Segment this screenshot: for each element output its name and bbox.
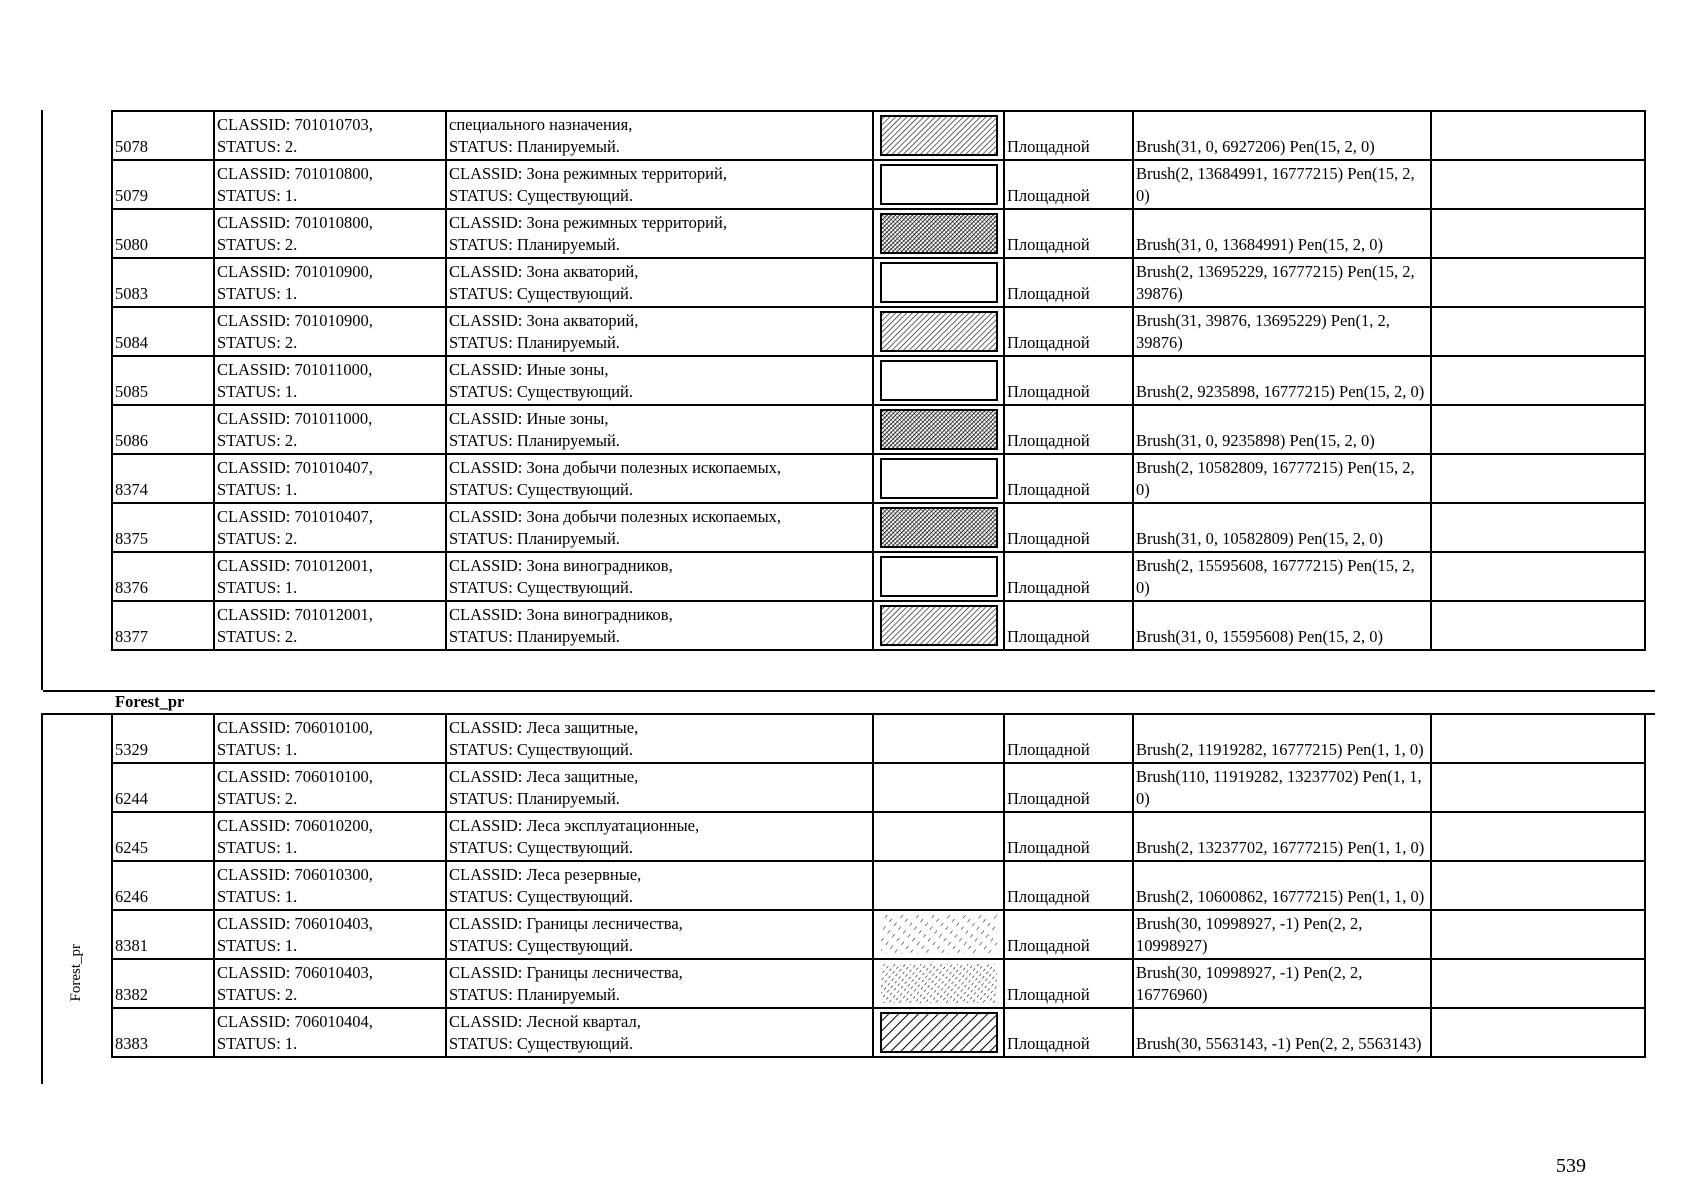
description-line-2: STATUS: Планируемый. (449, 137, 620, 156)
empty-cell (1431, 160, 1645, 209)
row-id: 6246 (112, 861, 214, 910)
status-text: STATUS: 2. (217, 789, 298, 808)
classid-text: CLASSID: 701010900, (217, 311, 373, 330)
description-line-2: STATUS: Существующий. (449, 838, 634, 857)
style-cell: Brush(2, 9235898, 16777215) Pen(15, 2, 0) (1133, 356, 1431, 405)
symbol-swatch (873, 861, 1004, 910)
table-row (112, 959, 1645, 1008)
page-number: 539 (1556, 1155, 1586, 1177)
classid-text: CLASSID: 706010300, (217, 865, 373, 884)
row-id: 8382 (112, 959, 214, 1008)
symbol-swatch (873, 910, 1004, 959)
empty-cell (1431, 356, 1645, 405)
row-id: 5084 (112, 307, 214, 356)
geometry-type-cell: Площадной (1004, 1008, 1133, 1057)
empty-cell (1431, 910, 1645, 959)
status-text: STATUS: 2. (217, 529, 298, 548)
class-code-cell (214, 405, 446, 454)
style-cell: Brush(2, 10582809, 16777215) Pen(15, 2, 0) (1133, 454, 1431, 503)
classid-text: CLASSID: 701012001, (217, 556, 373, 575)
description-cell (446, 910, 873, 959)
description-line-1: специального назначения, (449, 115, 633, 134)
style-cell: Brush(31, 39876, 13695229) Pen(1, 2, 39876) (1133, 307, 1431, 356)
table-row (112, 763, 1645, 812)
symbol-swatch (873, 405, 1004, 454)
class-code-cell (214, 160, 446, 209)
status-text: STATUS: 1. (217, 1034, 298, 1053)
row-id: 6244 (112, 763, 214, 812)
table-row (112, 1008, 1645, 1057)
classid-text: CLASSID: 701011000, (217, 360, 373, 379)
description-line-2: STATUS: Планируемый. (449, 985, 620, 1004)
empty-cell (1431, 959, 1645, 1008)
table-row (112, 209, 1645, 258)
empty-cell (1431, 714, 1645, 763)
description-cell (446, 763, 873, 812)
geometry-type-cell: Площадной (1004, 209, 1133, 258)
class-code-cell (214, 258, 446, 307)
status-text: STATUS: 1. (217, 382, 298, 401)
style-cell: Brush(2, 10600862, 16777215) Pen(1, 1, 0) (1133, 861, 1431, 910)
empty-cell (1431, 405, 1645, 454)
description-line-2: STATUS: Существующий. (449, 1034, 634, 1053)
geometry-type-cell: Площадной (1004, 714, 1133, 763)
description-line-2: STATUS: Существующий. (449, 480, 634, 499)
description-line-1: CLASSID: Зона виноградников, (449, 556, 673, 575)
description-cell (446, 812, 873, 861)
style-cell: Brush(31, 0, 9235898) Pen(15, 2, 0) (1133, 405, 1431, 454)
row-id: 8374 (112, 454, 214, 503)
geometry-type-cell: Площадной (1004, 910, 1133, 959)
description-line-2: STATUS: Существующий. (449, 578, 634, 597)
status-text: STATUS: 1. (217, 186, 298, 205)
style-cell: Brush(2, 13684991, 16777215) Pen(15, 2, 0) (1133, 160, 1431, 209)
geometry-type-cell: Площадной (1004, 258, 1133, 307)
geometry-type-cell: Площадной (1004, 454, 1133, 503)
classid-text: CLASSID: 701010900, (217, 262, 373, 281)
table-row (112, 552, 1645, 601)
upper-group-bracket (41, 110, 43, 690)
table-row (112, 503, 1645, 552)
geometry-type-cell: Площадной (1004, 503, 1133, 552)
table-row (112, 714, 1645, 763)
empty-cell (1431, 861, 1645, 910)
classid-text: CLASSID: 701011000, (217, 409, 373, 428)
row-id: 8381 (112, 910, 214, 959)
symbol-swatch (873, 454, 1004, 503)
forest-group-label: Forest_pr (68, 944, 84, 1002)
description-line-1: CLASSID: Зона акваторий, (449, 311, 639, 330)
status-text: STATUS: 2. (217, 985, 298, 1004)
class-code-cell (214, 552, 446, 601)
style-cell: Brush(30, 10998927, -1) Pen(2, 2, 16776960) (1133, 959, 1431, 1008)
description-line-1: CLASSID: Иные зоны, (449, 360, 609, 379)
row-id: 5083 (112, 258, 214, 307)
row-id: 6245 (112, 812, 214, 861)
class-code-cell (214, 861, 446, 910)
table-row (112, 454, 1645, 503)
geometry-type-cell: Площадной (1004, 356, 1133, 405)
symbol-swatch (873, 812, 1004, 861)
status-text: STATUS: 1. (217, 578, 298, 597)
classid-text: CLASSID: 706010100, (217, 718, 373, 737)
description-line-1: CLASSID: Зона добычи полезных ископаемых, (449, 507, 782, 526)
classid-text: CLASSID: 706010100, (217, 767, 373, 786)
empty-cell (1431, 812, 1645, 861)
symbol-swatch (873, 503, 1004, 552)
description-line-2: STATUS: Существующий. (449, 936, 634, 955)
geometry-type-cell: Площадной (1004, 763, 1133, 812)
section-divider-top (43, 690, 1655, 692)
status-text: STATUS: 1. (217, 838, 298, 857)
description-line-1: CLASSID: Леса эксплуатационные, (449, 816, 700, 835)
class-code-cell (214, 111, 446, 160)
style-cell: Brush(31, 0, 13684991) Pen(15, 2, 0) (1133, 209, 1431, 258)
style-cell: Brush(2, 13237702, 16777215) Pen(1, 1, 0) (1133, 812, 1431, 861)
table-row (112, 356, 1645, 405)
status-text: STATUS: 1. (217, 740, 298, 759)
description-cell (446, 209, 873, 258)
description-line-2: STATUS: Планируемый. (449, 529, 620, 548)
classid-text: CLASSID: 701010407, (217, 507, 373, 526)
symbol-swatch (873, 160, 1004, 209)
symbol-swatch (873, 356, 1004, 405)
symbol-swatch (873, 763, 1004, 812)
row-id: 5078 (112, 111, 214, 160)
description-line-2: STATUS: Планируемый. (449, 789, 620, 808)
empty-cell (1431, 601, 1645, 650)
row-id: 8383 (112, 1008, 214, 1057)
classid-text: CLASSID: 706010403, (217, 963, 373, 982)
empty-cell (1431, 111, 1645, 160)
symbol-swatch (873, 959, 1004, 1008)
style-cell: Brush(2, 11919282, 16777215) Pen(1, 1, 0) (1133, 714, 1431, 763)
description-cell (446, 356, 873, 405)
description-line-2: STATUS: Существующий. (449, 284, 634, 303)
description-line-1: CLASSID: Зона режимных территорий, (449, 213, 727, 232)
status-text: STATUS: 1. (217, 936, 298, 955)
description-line-1: CLASSID: Леса защитные, (449, 767, 639, 786)
symbol-swatch (873, 258, 1004, 307)
empty-cell (1431, 209, 1645, 258)
description-cell (446, 111, 873, 160)
description-line-2: STATUS: Существующий. (449, 382, 634, 401)
row-id: 5329 (112, 714, 214, 763)
description-cell (446, 552, 873, 601)
geometry-type-cell: Площадной (1004, 552, 1133, 601)
row-id: 8377 (112, 601, 214, 650)
description-cell (446, 454, 873, 503)
description-line-2: STATUS: Существующий. (449, 740, 634, 759)
table-row (112, 160, 1645, 209)
row-id: 8376 (112, 552, 214, 601)
class-code-cell (214, 307, 446, 356)
description-line-1: CLASSID: Леса резервные, (449, 865, 642, 884)
description-line-1: CLASSID: Зона акваторий, (449, 262, 639, 281)
description-line-1: CLASSID: Зона добычи полезных ископаемых, (449, 458, 782, 477)
geometry-type-cell: Площадной (1004, 307, 1133, 356)
style-cell: Brush(31, 0, 6927206) Pen(15, 2, 0) (1133, 111, 1431, 160)
class-code-cell (214, 454, 446, 503)
geometry-type-cell: Площадной (1004, 160, 1133, 209)
description-cell (446, 405, 873, 454)
class-code-cell (214, 763, 446, 812)
style-cell: Brush(30, 5563143, -1) Pen(2, 2, 5563143) (1133, 1008, 1431, 1057)
classid-text: CLASSID: 701012001, (217, 605, 373, 624)
symbol-swatch (873, 552, 1004, 601)
classid-text: CLASSID: 701010703, (217, 115, 373, 134)
status-text: STATUS: 2. (217, 333, 298, 352)
status-text: STATUS: 1. (217, 480, 298, 499)
symbol-swatch (873, 111, 1004, 160)
geometry-type-cell: Площадной (1004, 405, 1133, 454)
table-row (112, 307, 1645, 356)
status-text: STATUS: 2. (217, 235, 298, 254)
geometry-type-cell: Площадной (1004, 111, 1133, 160)
description-line-2: STATUS: Планируемый. (449, 627, 620, 646)
upper-style-table (111, 110, 1646, 651)
description-line-1: CLASSID: Леса защитные, (449, 718, 639, 737)
geometry-type-cell: Площадной (1004, 861, 1133, 910)
description-line-2: STATUS: Планируемый. (449, 235, 620, 254)
description-cell (446, 160, 873, 209)
section-title: Forest_pr (115, 692, 185, 711)
symbol-swatch (873, 1008, 1004, 1057)
table-row (112, 861, 1645, 910)
classid-text: CLASSID: 706010404, (217, 1012, 373, 1031)
forest-style-table (111, 713, 1646, 1058)
style-cell: Brush(31, 0, 15595608) Pen(15, 2, 0) (1133, 601, 1431, 650)
description-cell (446, 861, 873, 910)
class-code-cell (214, 1008, 446, 1057)
table-row (112, 601, 1645, 650)
classid-text: CLASSID: 706010200, (217, 816, 373, 835)
empty-cell (1431, 503, 1645, 552)
style-cell: Brush(2, 15595608, 16777215) Pen(15, 2, 0) (1133, 552, 1431, 601)
table-row (112, 258, 1645, 307)
description-line-2: STATUS: Существующий. (449, 887, 634, 906)
row-id: 5080 (112, 209, 214, 258)
class-code-cell (214, 601, 446, 650)
description-cell (446, 1008, 873, 1057)
class-code-cell (214, 209, 446, 258)
description-cell (446, 714, 873, 763)
row-id: 5085 (112, 356, 214, 405)
description-line-2: STATUS: Существующий. (449, 186, 634, 205)
table-row (112, 812, 1645, 861)
geometry-type-cell: Площадной (1004, 601, 1133, 650)
class-code-cell (214, 714, 446, 763)
table-row (112, 111, 1645, 160)
status-text: STATUS: 1. (217, 887, 298, 906)
empty-cell (1431, 454, 1645, 503)
class-code-cell (214, 910, 446, 959)
class-code-cell (214, 959, 446, 1008)
classid-text: CLASSID: 706010403, (217, 914, 373, 933)
class-code-cell (214, 812, 446, 861)
style-cell: Brush(2, 13695229, 16777215) Pen(15, 2, 39876) (1133, 258, 1431, 307)
description-cell (446, 258, 873, 307)
symbol-swatch (873, 601, 1004, 650)
style-cell: Brush(30, 10998927, -1) Pen(2, 2, 10998927) (1133, 910, 1431, 959)
geometry-type-cell: Площадной (1004, 959, 1133, 1008)
classid-text: CLASSID: 701010800, (217, 164, 373, 183)
classid-text: CLASSID: 701010800, (217, 213, 373, 232)
description-line-1: CLASSID: Границы лесничества, (449, 963, 683, 982)
status-text: STATUS: 2. (217, 137, 298, 156)
description-line-1: CLASSID: Иные зоны, (449, 409, 609, 428)
table-row (112, 405, 1645, 454)
status-text: STATUS: 2. (217, 627, 298, 646)
symbol-swatch (873, 714, 1004, 763)
row-id: 5086 (112, 405, 214, 454)
symbol-swatch (873, 209, 1004, 258)
forest-group-bracket (41, 713, 43, 1084)
empty-cell (1431, 1008, 1645, 1057)
empty-cell (1431, 763, 1645, 812)
description-cell (446, 307, 873, 356)
empty-cell (1431, 552, 1645, 601)
description-cell (446, 503, 873, 552)
description-line-1: CLASSID: Зона виноградников, (449, 605, 673, 624)
row-id: 8375 (112, 503, 214, 552)
class-code-cell (214, 356, 446, 405)
symbol-swatch (873, 307, 1004, 356)
description-line-1: CLASSID: Границы лесничества, (449, 914, 683, 933)
empty-cell (1431, 307, 1645, 356)
description-cell (446, 601, 873, 650)
row-id: 5079 (112, 160, 214, 209)
description-cell (446, 959, 873, 1008)
description-line-2: STATUS: Планируемый. (449, 431, 620, 450)
status-text: STATUS: 1. (217, 284, 298, 303)
geometry-type-cell: Площадной (1004, 812, 1133, 861)
classid-text: CLASSID: 701010407, (217, 458, 373, 477)
description-line-1: CLASSID: Лесной квартал, (449, 1012, 641, 1031)
style-cell: Brush(31, 0, 10582809) Pen(15, 2, 0) (1133, 503, 1431, 552)
empty-cell (1431, 258, 1645, 307)
description-line-1: CLASSID: Зона режимных территорий, (449, 164, 727, 183)
style-cell: Brush(110, 11919282, 13237702) Pen(1, 1, 0) (1133, 763, 1431, 812)
description-line-2: STATUS: Планируемый. (449, 333, 620, 352)
class-code-cell (214, 503, 446, 552)
table-row (112, 910, 1645, 959)
status-text: STATUS: 2. (217, 431, 298, 450)
